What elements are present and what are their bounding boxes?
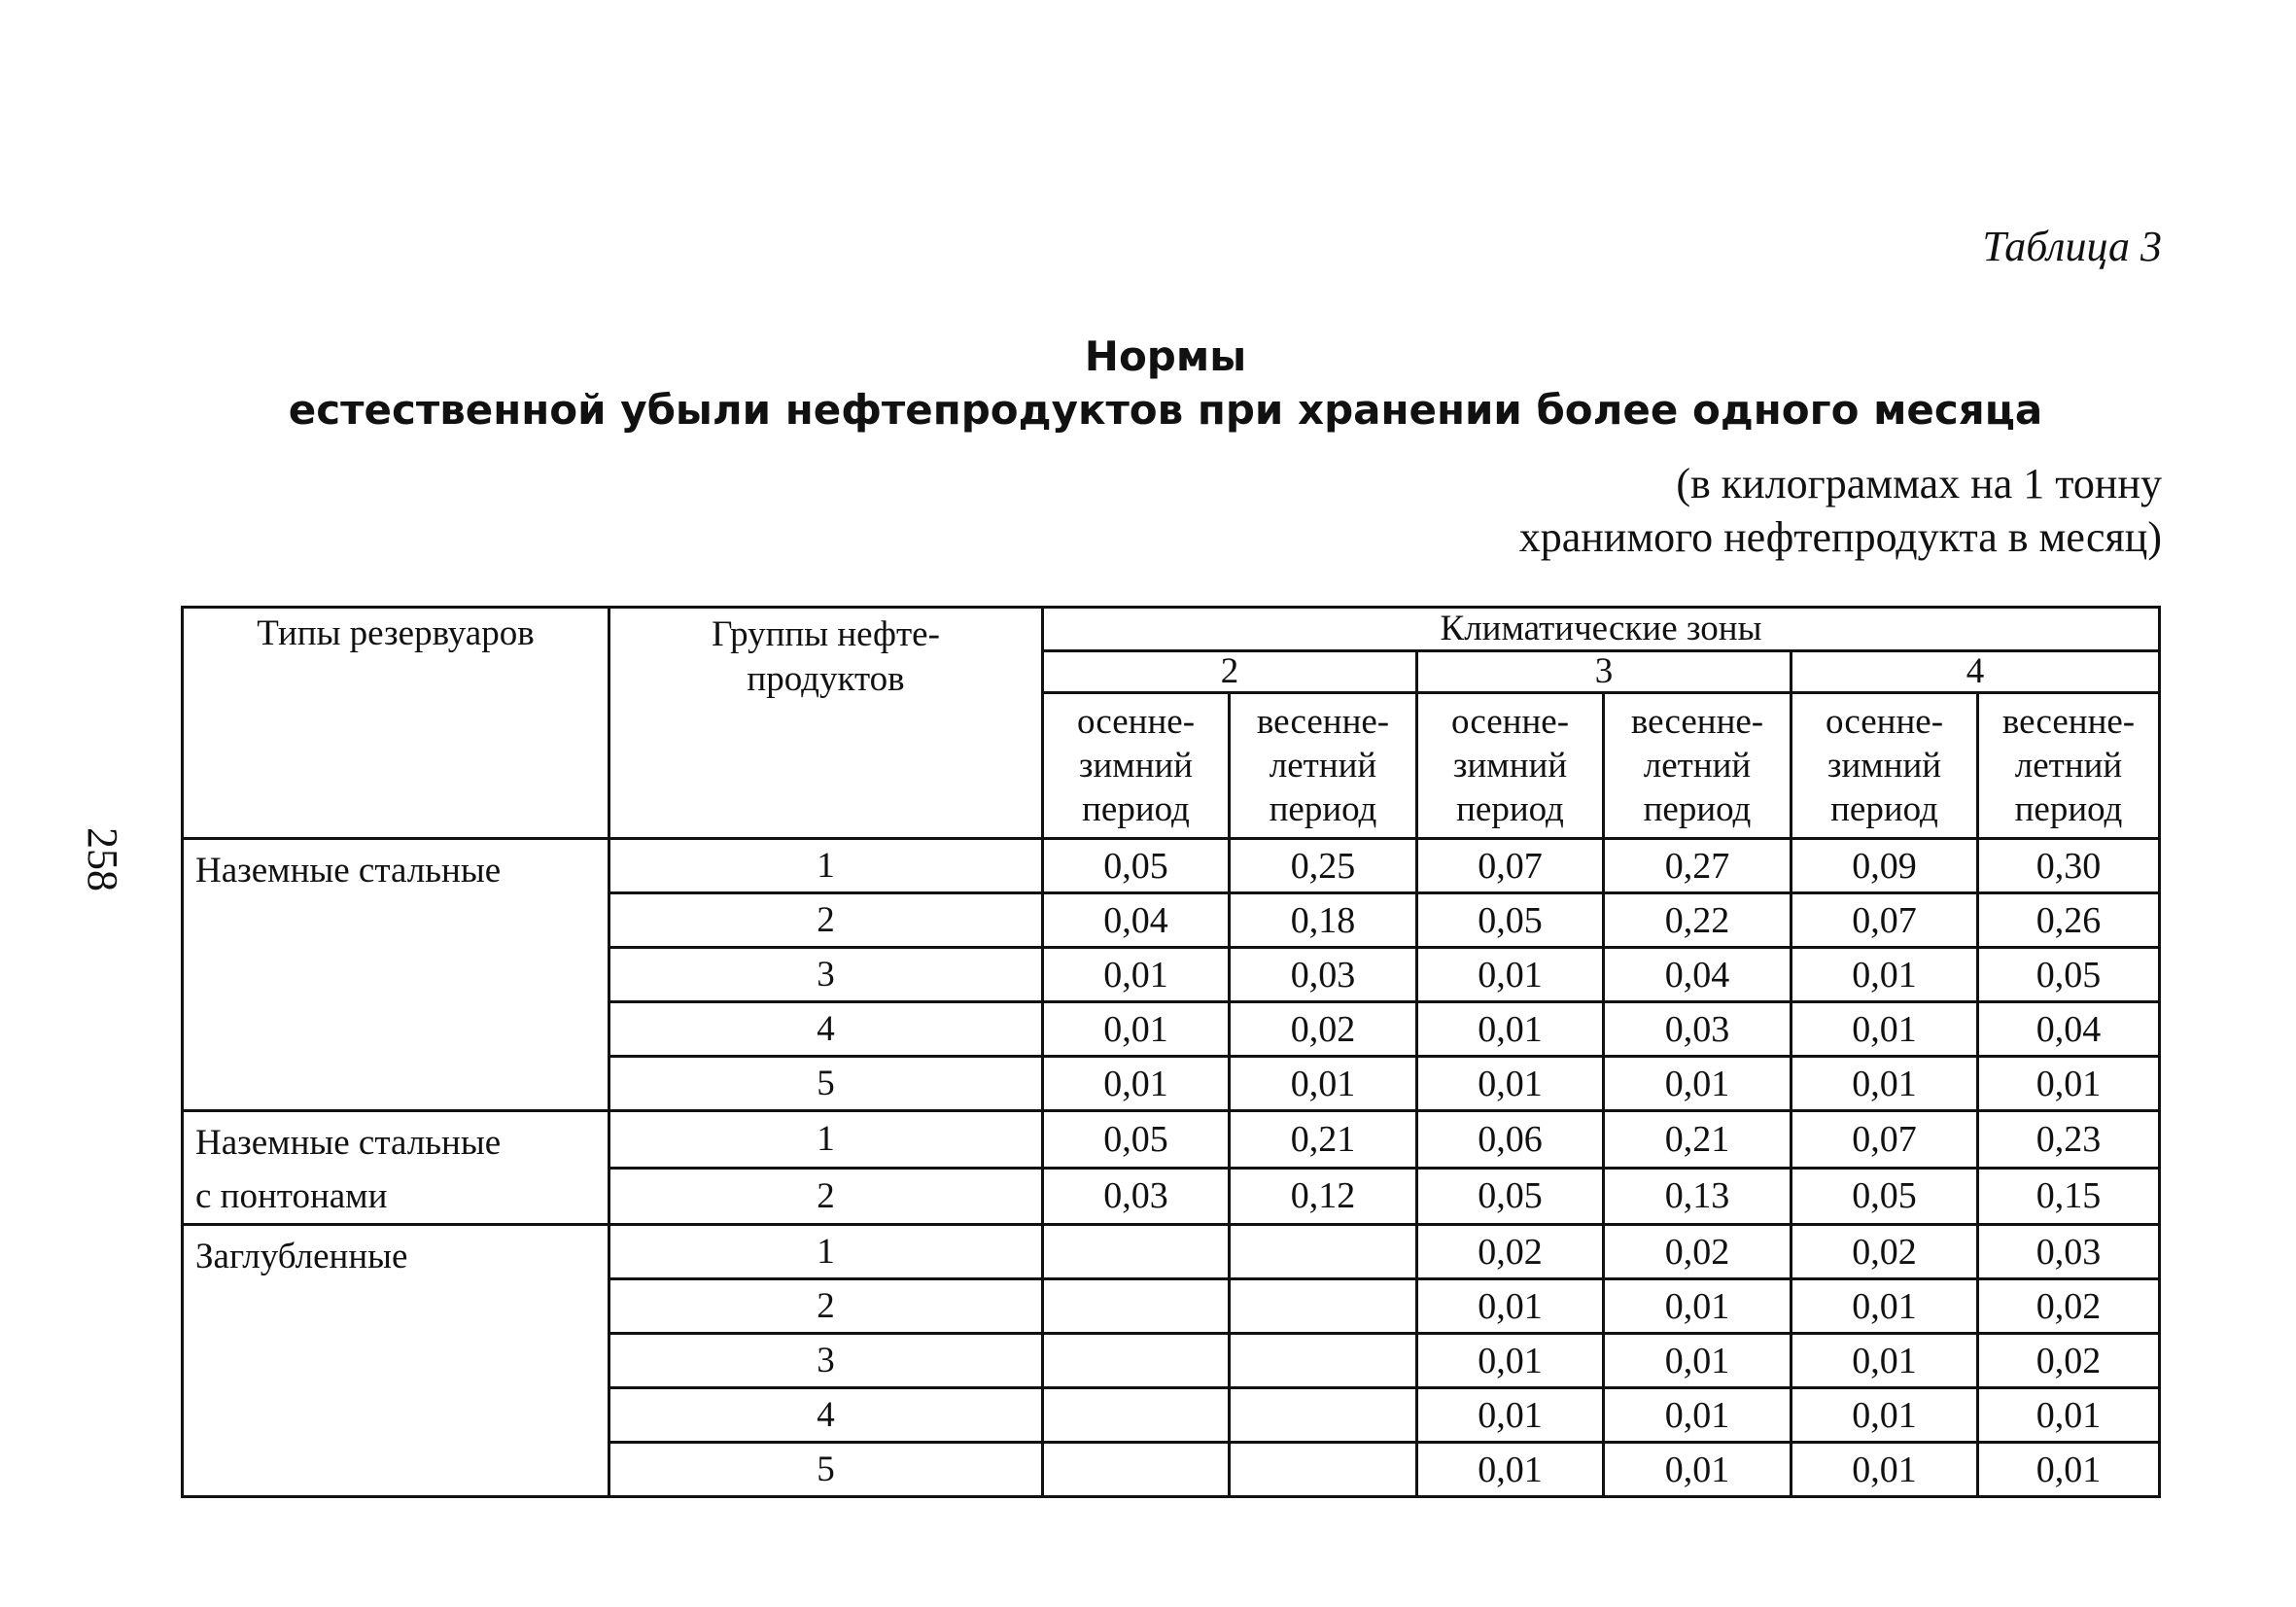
norm-value-cell: 0,01 [1417, 1002, 1604, 1057]
norm-value-cell: 0,25 [1230, 839, 1417, 893]
norm-value-cell: 0,01 [1978, 1388, 2160, 1443]
norm-value-cell: 0,01 [1417, 1443, 1604, 1497]
product-group-cell: 3 [609, 948, 1043, 1002]
norm-value-cell: 0,05 [1417, 1168, 1604, 1225]
norms-table [181, 606, 2161, 1498]
norm-value-cell: 0,01 [1417, 1334, 1604, 1388]
norm-value-cell: 0,01 [1604, 1443, 1792, 1497]
tank-type-cell [183, 1225, 609, 1497]
norm-value-cell: 0,21 [1230, 1111, 1417, 1169]
norm-value-cell: 0,01 [1978, 1443, 2160, 1497]
norm-value-cell: 0,12 [1230, 1168, 1417, 1225]
norm-value-cell: 0,02 [1978, 1334, 2160, 1388]
product-group-cell: 1 [609, 1225, 1043, 1279]
norm-value-cell: 0,01 [1792, 1334, 1978, 1388]
norm-value-cell: 0,01 [1417, 1057, 1604, 1111]
norm-value-cell: 0,23 [1978, 1111, 2160, 1169]
period-label-line: зимний [1452, 746, 1568, 786]
period-label-line: летний [1643, 746, 1752, 786]
unit-note-line-1: (в килограммах на 1 тонну [1676, 460, 2162, 507]
norm-value-cell: 0,30 [1978, 839, 2160, 893]
norm-value-cell: 0,02 [1230, 1002, 1417, 1057]
norm-value-cell: 0,05 [1043, 839, 1230, 893]
product-group-cell: 1 [609, 1111, 1043, 1169]
tank-type-label: Наземные стальные [195, 1123, 502, 1163]
period-label-line: весенне- [1256, 702, 1390, 742]
tank-type-cell [183, 839, 609, 1111]
product-group-cell: 4 [609, 1002, 1043, 1057]
period-label-line: осенне- [1825, 702, 1944, 742]
norm-value-cell: 0,07 [1792, 1111, 1978, 1169]
norm-value-cell: 0,07 [1417, 839, 1604, 893]
norm-value-cell: 0,01 [1604, 1388, 1792, 1443]
period-label-line: весенне- [1630, 702, 1764, 742]
header-period-spring-summer-zone-3 [1604, 693, 1792, 839]
norm-value-cell: 0,01 [1792, 1002, 1978, 1057]
norm-value-cell: 0,01 [1792, 1279, 1978, 1334]
period-label-line: период [1456, 789, 1564, 829]
norm-value-cell [1043, 1225, 1230, 1279]
norm-value-cell: 0,06 [1417, 1111, 1604, 1169]
norm-value-cell: 0,04 [1604, 948, 1792, 1002]
period-label-line: зимний [1078, 746, 1194, 786]
product-group-cell: 4 [609, 1388, 1043, 1443]
norm-value-cell: 0,05 [1978, 948, 2160, 1002]
norm-value-cell: 0,01 [1043, 948, 1230, 1002]
norm-value-cell: 0,04 [1043, 893, 1230, 948]
norm-value-cell [1043, 1279, 1230, 1334]
norm-value-cell: 0,01 [1604, 1334, 1792, 1388]
header-zone-4: 4 [1792, 651, 2160, 693]
norm-value-cell [1230, 1443, 1417, 1497]
norm-value-cell [1230, 1334, 1417, 1388]
norm-value-cell: 0,26 [1978, 893, 2160, 948]
period-label-line: осенне- [1450, 702, 1570, 742]
table-row [183, 1111, 2160, 1169]
norm-value-cell: 0,02 [1978, 1279, 2160, 1334]
norm-value-cell [1230, 1225, 1417, 1279]
norm-value-cell [1230, 1279, 1417, 1334]
table-label: Таблица 3 [1982, 223, 2162, 270]
product-group-cell: 3 [609, 1334, 1043, 1388]
header-period-spring-summer-zone-2 [1230, 693, 1417, 839]
norm-value-cell: 0,01 [1417, 1279, 1604, 1334]
header-period-spring-summer-zone-4 [1978, 693, 2160, 839]
period-label-line: период [1269, 789, 1377, 829]
norm-value-cell [1043, 1388, 1230, 1443]
period-label-line: весенне- [2001, 702, 2136, 742]
norm-value-cell: 0,15 [1978, 1168, 2160, 1225]
table-row [183, 839, 2160, 893]
tank-type-label: Заглубленные [195, 1237, 408, 1276]
norm-value-cell: 0,01 [1792, 1388, 1978, 1443]
table-body [183, 839, 2160, 1497]
period-label-line: осенне- [1076, 702, 1196, 742]
tank-type-label: с понтонами [195, 1176, 388, 1216]
norm-value-cell [1230, 1388, 1417, 1443]
norm-value-cell: 0,01 [1417, 948, 1604, 1002]
header-tank-types: Типы резервуаров [183, 608, 609, 839]
product-group-cell: 2 [609, 893, 1043, 948]
header-period-autumn-winter-zone-3 [1417, 693, 1604, 839]
title-line-1: Нормы [1084, 332, 1247, 380]
product-group-cell: 5 [609, 1057, 1043, 1111]
unit-note-line-2: хранимого нефтепродукта в месяц) [1518, 513, 2162, 561]
norm-value-cell: 0,02 [1604, 1225, 1792, 1279]
period-label-line: период [1082, 789, 1190, 829]
norm-value-cell: 0,01 [1043, 1002, 1230, 1057]
norm-value-cell: 0,04 [1978, 1002, 2160, 1057]
norm-value-cell: 0,07 [1792, 893, 1978, 948]
norm-value-cell: 0,02 [1792, 1225, 1978, 1279]
norm-value-cell: 0,01 [1043, 1057, 1230, 1111]
norm-value-cell: 0,09 [1792, 839, 1978, 893]
header-period-autumn-winter-zone-2 [1043, 693, 1230, 839]
norm-value-cell: 0,05 [1043, 1111, 1230, 1169]
header-groups-line-1: Группы нефте- [712, 614, 940, 654]
header-zone-3: 3 [1417, 651, 1792, 693]
norm-value-cell: 0,01 [1604, 1279, 1792, 1334]
page-number: 258 [79, 827, 126, 891]
norm-value-cell: 0,01 [1792, 1057, 1978, 1111]
norm-value-cell: 0,01 [1417, 1388, 1604, 1443]
norm-value-cell: 0,03 [1043, 1168, 1230, 1225]
period-label-line: период [1830, 789, 1938, 829]
norm-value-cell: 0,03 [1230, 948, 1417, 1002]
norm-value-cell: 0,02 [1417, 1225, 1604, 1279]
unit-note [1519, 457, 2162, 564]
header-zone-2: 2 [1043, 651, 1417, 693]
header-climate-zones: Климатические зоны [1043, 608, 2160, 651]
title-line-2: естественной убыли нефтепродуктов при хранении более одного месяца [288, 386, 2043, 434]
norm-value-cell: 0,13 [1604, 1168, 1792, 1225]
tank-type-cell [183, 1111, 609, 1225]
norm-value-cell: 0,03 [1604, 1002, 1792, 1057]
norm-value-cell: 0,05 [1792, 1168, 1978, 1225]
norm-value-cell: 0,03 [1978, 1225, 2160, 1279]
norm-value-cell: 0,18 [1230, 893, 1417, 948]
norm-value-cell: 0,21 [1604, 1111, 1792, 1169]
norm-value-cell: 0,27 [1604, 839, 1792, 893]
period-label-line: зимний [1826, 746, 1942, 786]
product-group-cell: 2 [609, 1168, 1043, 1225]
norm-value-cell [1043, 1443, 1230, 1497]
period-label-line: период [1643, 789, 1752, 829]
header-groups-line-2: продуктов [747, 659, 905, 699]
period-label-line: период [2014, 789, 2123, 829]
norm-value-cell: 0,01 [1604, 1057, 1792, 1111]
norm-value-cell [1043, 1334, 1230, 1388]
period-label-line: летний [2014, 746, 2123, 786]
norm-value-cell: 0,01 [1978, 1057, 2160, 1111]
product-group-cell: 1 [609, 839, 1043, 893]
product-group-cell: 2 [609, 1279, 1043, 1334]
norm-value-cell: 0,22 [1604, 893, 1792, 948]
norm-value-cell: 0,05 [1417, 893, 1604, 948]
norm-value-cell: 0,01 [1792, 948, 1978, 1002]
norm-value-cell: 0,01 [1792, 1443, 1978, 1497]
product-group-cell: 5 [609, 1443, 1043, 1497]
norm-value-cell: 0,01 [1230, 1057, 1417, 1111]
table-row [183, 1225, 2160, 1279]
tank-type-label: Наземные стальные [195, 851, 502, 891]
header-period-autumn-winter-zone-4 [1792, 693, 1978, 839]
header-product-groups [609, 608, 1043, 839]
period-label-line: летний [1269, 746, 1377, 786]
